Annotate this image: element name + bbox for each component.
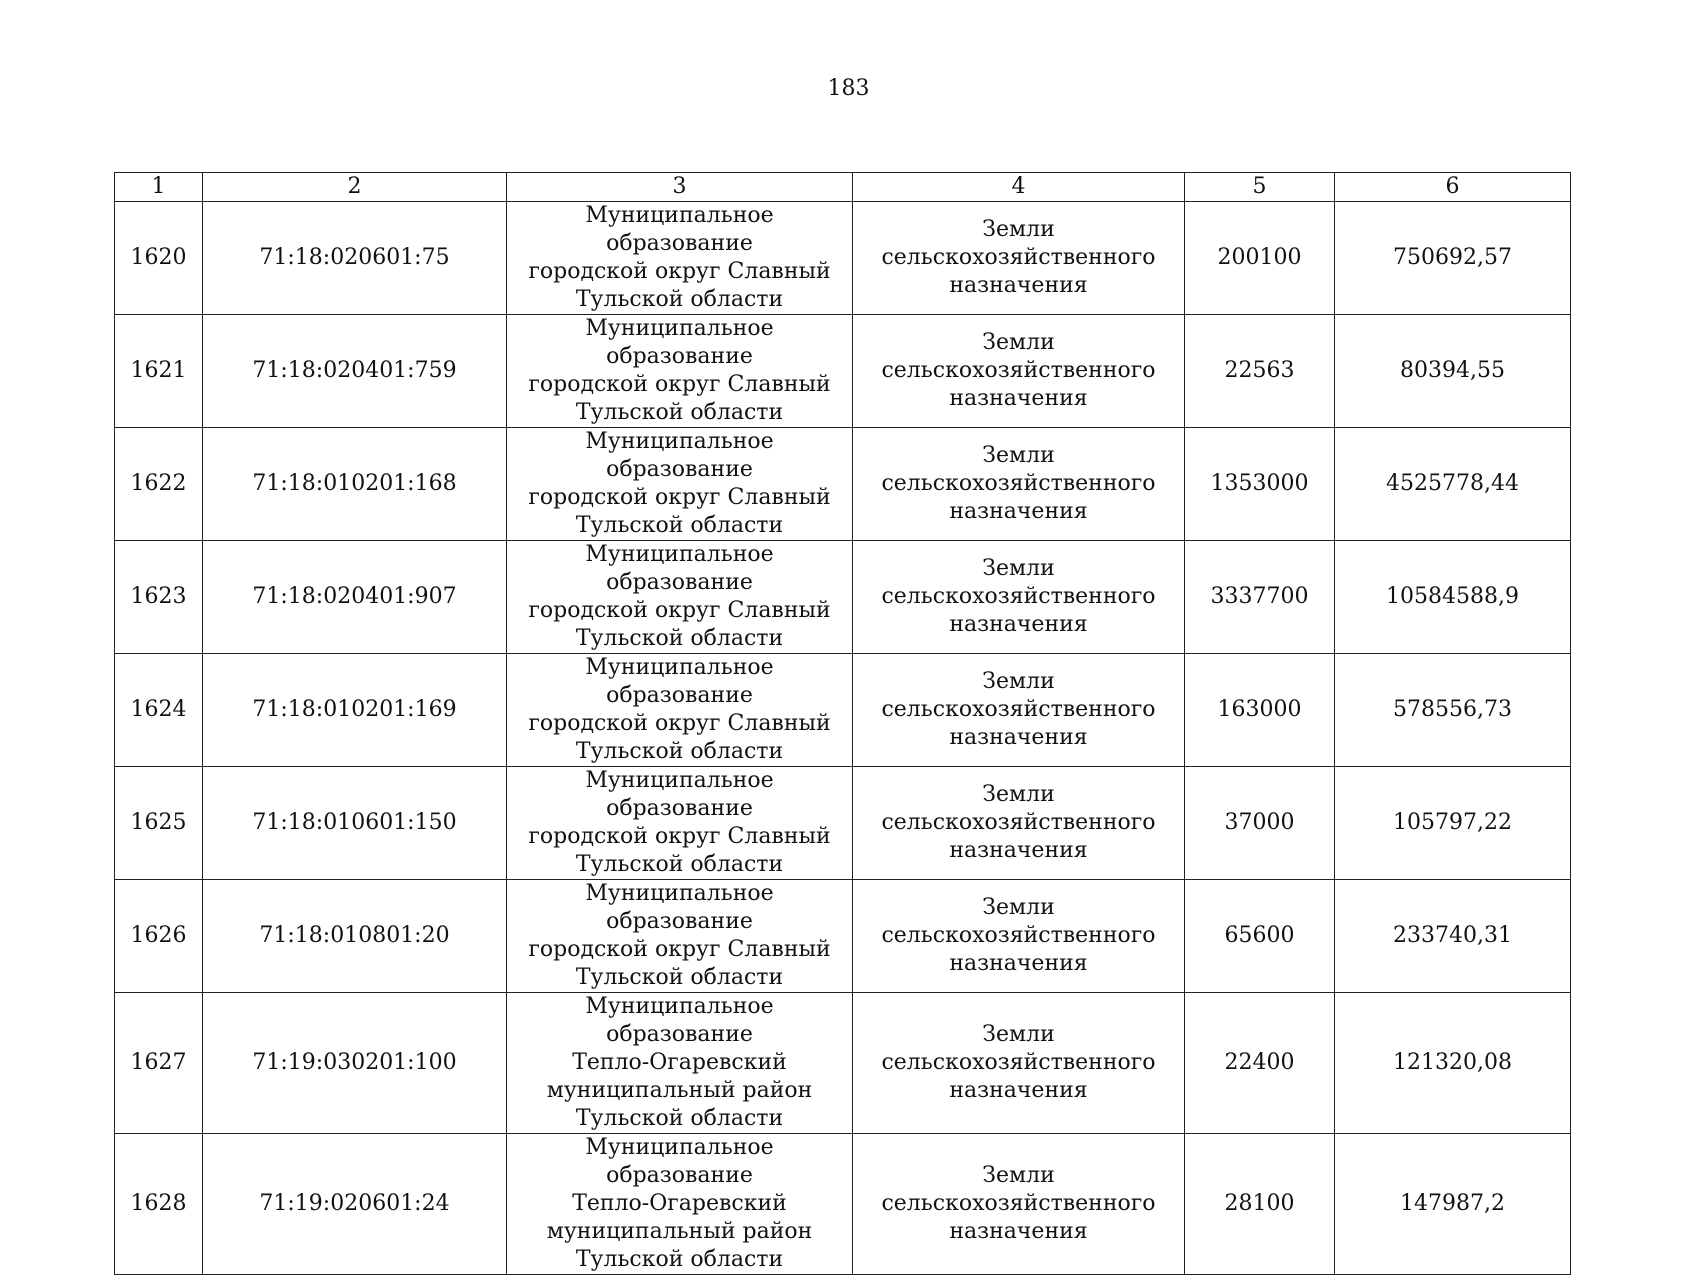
row-number-cell: 1623 [115,541,203,654]
land-category-cell: Земли сельскохозяйственного назначения [853,428,1185,541]
land-category-cell: Земли сельскохозяйственного назначения [853,654,1185,767]
owner-cell: Муниципальное образование городской округ Славный Тульской области [507,202,853,315]
owner-cell: Муниципальное образование городской округ Славный Тульской области [507,654,853,767]
column-header: 2 [203,173,507,202]
cadastral-value-cell: 750692,57 [1335,202,1571,315]
land-category-cell: Земли сельскохозяйственного назначения [853,315,1185,428]
table-row [115,654,1571,767]
area-cell: 3337700 [1185,541,1335,654]
table-row [115,428,1571,541]
cadastral-number-cell: 71:18:020401:907 [203,541,507,654]
cadastral-number-cell: 71:18:010801:20 [203,880,507,993]
row-number-cell: 1625 [115,767,203,880]
land-category-cell: Земли сельскохозяйственного назначения [853,993,1185,1134]
table-header-row [115,173,1571,202]
area-cell: 22400 [1185,993,1335,1134]
column-header: 4 [853,173,1185,202]
column-header: 3 [507,173,853,202]
table-row [115,315,1571,428]
owner-cell: Муниципальное образование городской округ Славный Тульской области [507,767,853,880]
cadastral-number-cell: 71:18:020601:75 [203,202,507,315]
owner-cell: Муниципальное образование городской округ Славный Тульской области [507,880,853,993]
row-number-cell: 1627 [115,993,203,1134]
land-category-cell: Земли сельскохозяйственного назначения [853,541,1185,654]
table-row [115,993,1571,1134]
owner-cell: Муниципальное образование городской округ Славный Тульской области [507,315,853,428]
area-cell: 22563 [1185,315,1335,428]
owner-cell: Муниципальное образование городской округ Славный Тульской области [507,541,853,654]
cadastral-value-cell: 233740,31 [1335,880,1571,993]
owner-cell: Муниципальное образование Тепло-Огаревский муниципальный район Тульской области [507,993,853,1134]
table-body [115,202,1571,1275]
row-number-cell: 1628 [115,1134,203,1275]
column-header: 5 [1185,173,1335,202]
area-cell: 37000 [1185,767,1335,880]
page-number: 183 [827,76,870,101]
cadastral-value-cell: 121320,08 [1335,993,1571,1134]
land-registry-table [114,172,1571,1275]
land-category-cell: Земли сельскохозяйственного назначения [853,880,1185,993]
cadastral-value-cell: 578556,73 [1335,654,1571,767]
cadastral-value-cell: 10584588,9 [1335,541,1571,654]
cadastral-value-cell: 4525778,44 [1335,428,1571,541]
column-header: 6 [1335,173,1571,202]
area-cell: 65600 [1185,880,1335,993]
row-number-cell: 1624 [115,654,203,767]
cadastral-number-cell: 71:18:010201:168 [203,428,507,541]
cadastral-number-cell: 71:18:010201:169 [203,654,507,767]
cadastral-number-cell: 71:19:030201:100 [203,993,507,1134]
row-number-cell: 1621 [115,315,203,428]
row-number-cell: 1622 [115,428,203,541]
land-category-cell: Земли сельскохозяйственного назначения [853,767,1185,880]
area-cell: 28100 [1185,1134,1335,1275]
cadastral-number-cell: 71:18:010601:150 [203,767,507,880]
row-number-cell: 1626 [115,880,203,993]
land-category-cell: Земли сельскохозяйственного назначения [853,202,1185,315]
owner-cell: Муниципальное образование городской округ Славный Тульской области [507,428,853,541]
table-row [115,1134,1571,1275]
cadastral-number-cell: 71:18:020401:759 [203,315,507,428]
row-number-cell: 1620 [115,202,203,315]
area-cell: 1353000 [1185,428,1335,541]
area-cell: 163000 [1185,654,1335,767]
column-header: 1 [115,173,203,202]
table-row [115,541,1571,654]
table-row [115,880,1571,993]
cadastral-value-cell: 147987,2 [1335,1134,1571,1275]
owner-cell: Муниципальное образование Тепло-Огаревский муниципальный район Тульской области [507,1134,853,1275]
cadastral-value-cell: 80394,55 [1335,315,1571,428]
cadastral-number-cell: 71:19:020601:24 [203,1134,507,1275]
land-category-cell: Земли сельскохозяйственного назначения [853,1134,1185,1275]
area-cell: 200100 [1185,202,1335,315]
cadastral-value-cell: 105797,22 [1335,767,1571,880]
table-row [115,767,1571,880]
table-row [115,202,1571,315]
